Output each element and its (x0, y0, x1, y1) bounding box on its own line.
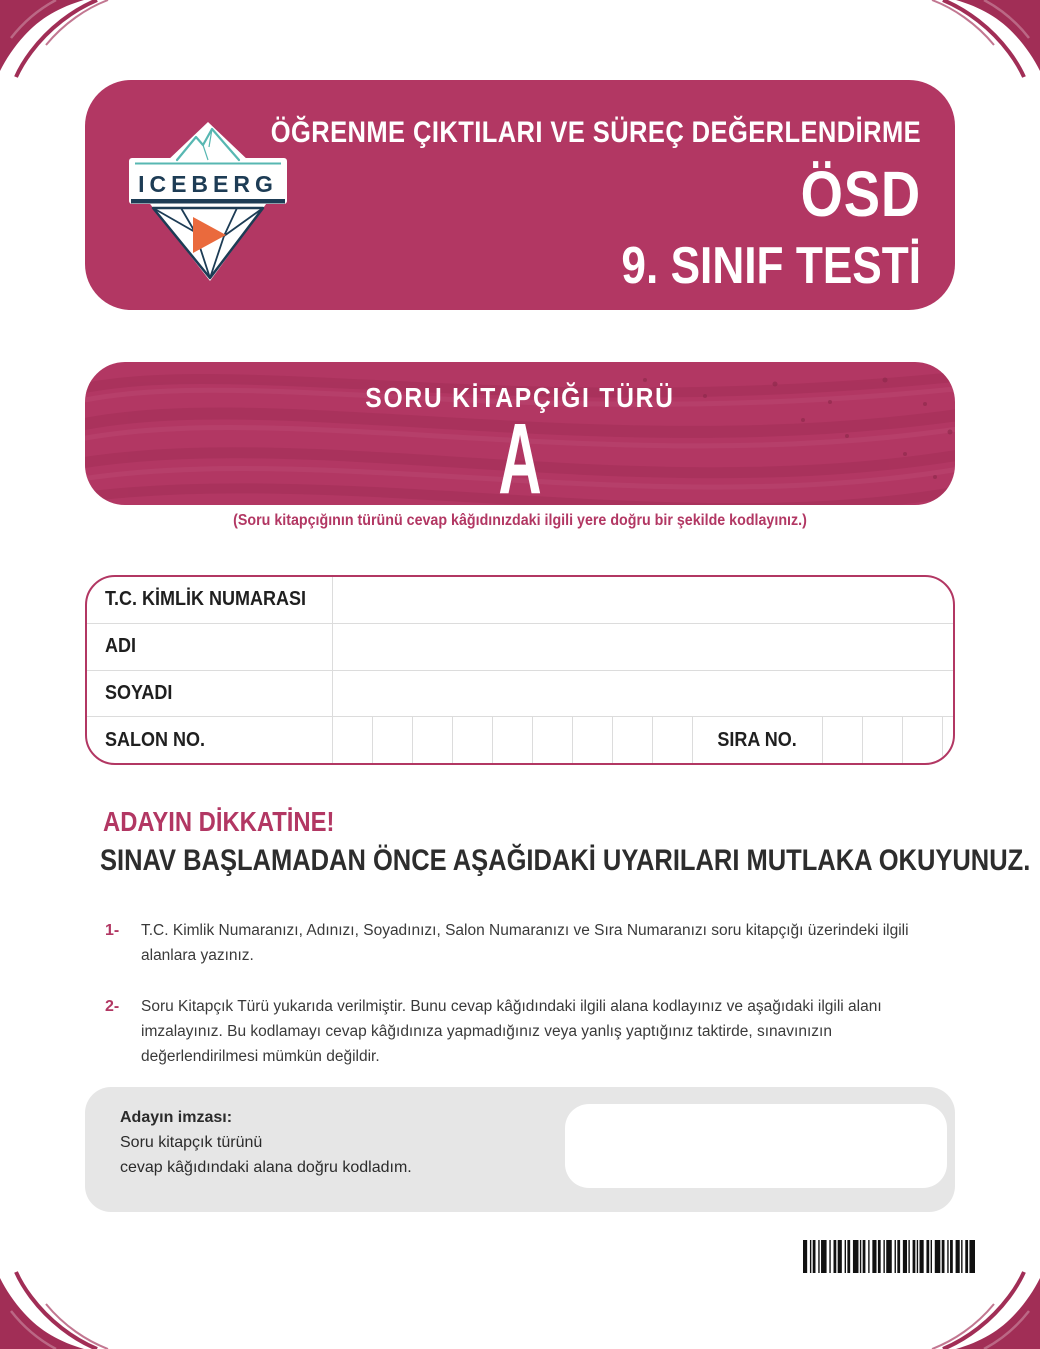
write-cell[interactable] (653, 717, 693, 763)
write-cell[interactable] (863, 717, 903, 763)
write-cell[interactable] (533, 717, 573, 763)
notice-item-text: Soru Kitapçık Türü yukarıda verilmiştir. Bunu cevap kâğıdındaki ilgili alana kodlayınız ve aşağıdaki ilgili alanı imzalayınız. Bu kodlamayı cevap kâğıdınıza yapmadığınız veya yanlış yaptığınız taktirde, sınavınızın değerlendirilmesi mümkün değildir. (141, 998, 882, 1066)
sira-no-label: SIRA NO. (693, 717, 823, 763)
exam-abbreviation: ÖSD (800, 158, 921, 230)
write-cell[interactable] (453, 717, 493, 763)
corner-ornament-bottom-left (0, 1269, 110, 1349)
booklet-type-banner (85, 362, 955, 505)
signature-line-2: cevap kâğıdındaki alana doğru kodladım. (120, 1159, 412, 1176)
notice-item-number: 1- (105, 922, 120, 939)
write-cell[interactable] (373, 717, 413, 763)
logo-wordmark: ICEBERG (138, 171, 278, 197)
surname-field[interactable] (332, 671, 953, 717)
notice-item-1 (105, 918, 953, 968)
notice-item-text: T.C. Kimlik Numaranızı, Adınızı, Soyadınızı, Salon Numaranızı ve Sıra Numaranızı soru kitapçığı üzerindeki ilgili alanlara yazınız. (141, 922, 909, 965)
salon-no-cells[interactable] (333, 717, 693, 763)
write-cell[interactable] (493, 717, 533, 763)
table-row (87, 716, 953, 763)
corner-ornament-top-right (930, 0, 1040, 80)
write-cell[interactable] (333, 717, 373, 763)
notice-list (105, 918, 953, 1070)
signature-line-1: Soru kitapçık türünü (120, 1134, 263, 1151)
signature-area[interactable] (565, 1104, 947, 1188)
signature-panel (85, 1087, 955, 1212)
tc-id-label: T.C. KİMLİK NUMARASI (105, 588, 306, 611)
candidate-info-table (85, 575, 955, 765)
exam-series-title: ÖĞRENME ÇIKTILARI VE SÜREÇ DEĞERLENDİRME (270, 116, 921, 149)
booklet-type-title: SORU KİTAPÇIĞI TÜRÜ (365, 382, 675, 413)
write-cell[interactable] (413, 717, 453, 763)
sira-no-cells[interactable] (823, 717, 943, 763)
name-label: ADI (105, 635, 137, 658)
tc-id-field[interactable] (332, 577, 953, 623)
signature-label: Adayın imzası: (120, 1109, 233, 1126)
write-cell[interactable] (573, 717, 613, 763)
name-field[interactable] (332, 624, 953, 670)
notice-item-number: 2- (105, 998, 120, 1016)
row-filler (943, 717, 953, 763)
booklet-caption: (Soru kitapçığının türünü cevap kâğıdınızdaki ilgili yere doğru bir şekilde kodlayınız.) (233, 512, 807, 529)
salon-no-label: SALON NO. (105, 728, 206, 751)
table-row (87, 577, 953, 623)
corner-ornament-bottom-right (930, 1269, 1040, 1349)
notice-subheading: SINAV BAŞLAMADAN ÖNCE AŞAĞIDAKİ UYARILARI MUTLAKA OKUYUNUZ. (100, 844, 1031, 877)
header-banner (85, 80, 955, 310)
write-cell[interactable] (613, 717, 653, 763)
surname-label: SOYADI (105, 681, 173, 704)
notice-heading: ADAYIN DİKKATİNE! (103, 806, 335, 837)
booklet-type-value: A (498, 403, 542, 505)
exam-grade-title: 9. SINIF TESTİ (621, 237, 921, 295)
signature-statement (120, 1105, 412, 1180)
table-row (87, 623, 953, 670)
notice-item-2 (105, 994, 953, 1069)
write-cell[interactable] (903, 717, 943, 763)
table-row (87, 670, 953, 717)
corner-ornament-top-left (0, 0, 110, 80)
barcode (803, 1240, 975, 1273)
salon-sira-cells (333, 717, 953, 763)
write-cell[interactable] (823, 717, 863, 763)
